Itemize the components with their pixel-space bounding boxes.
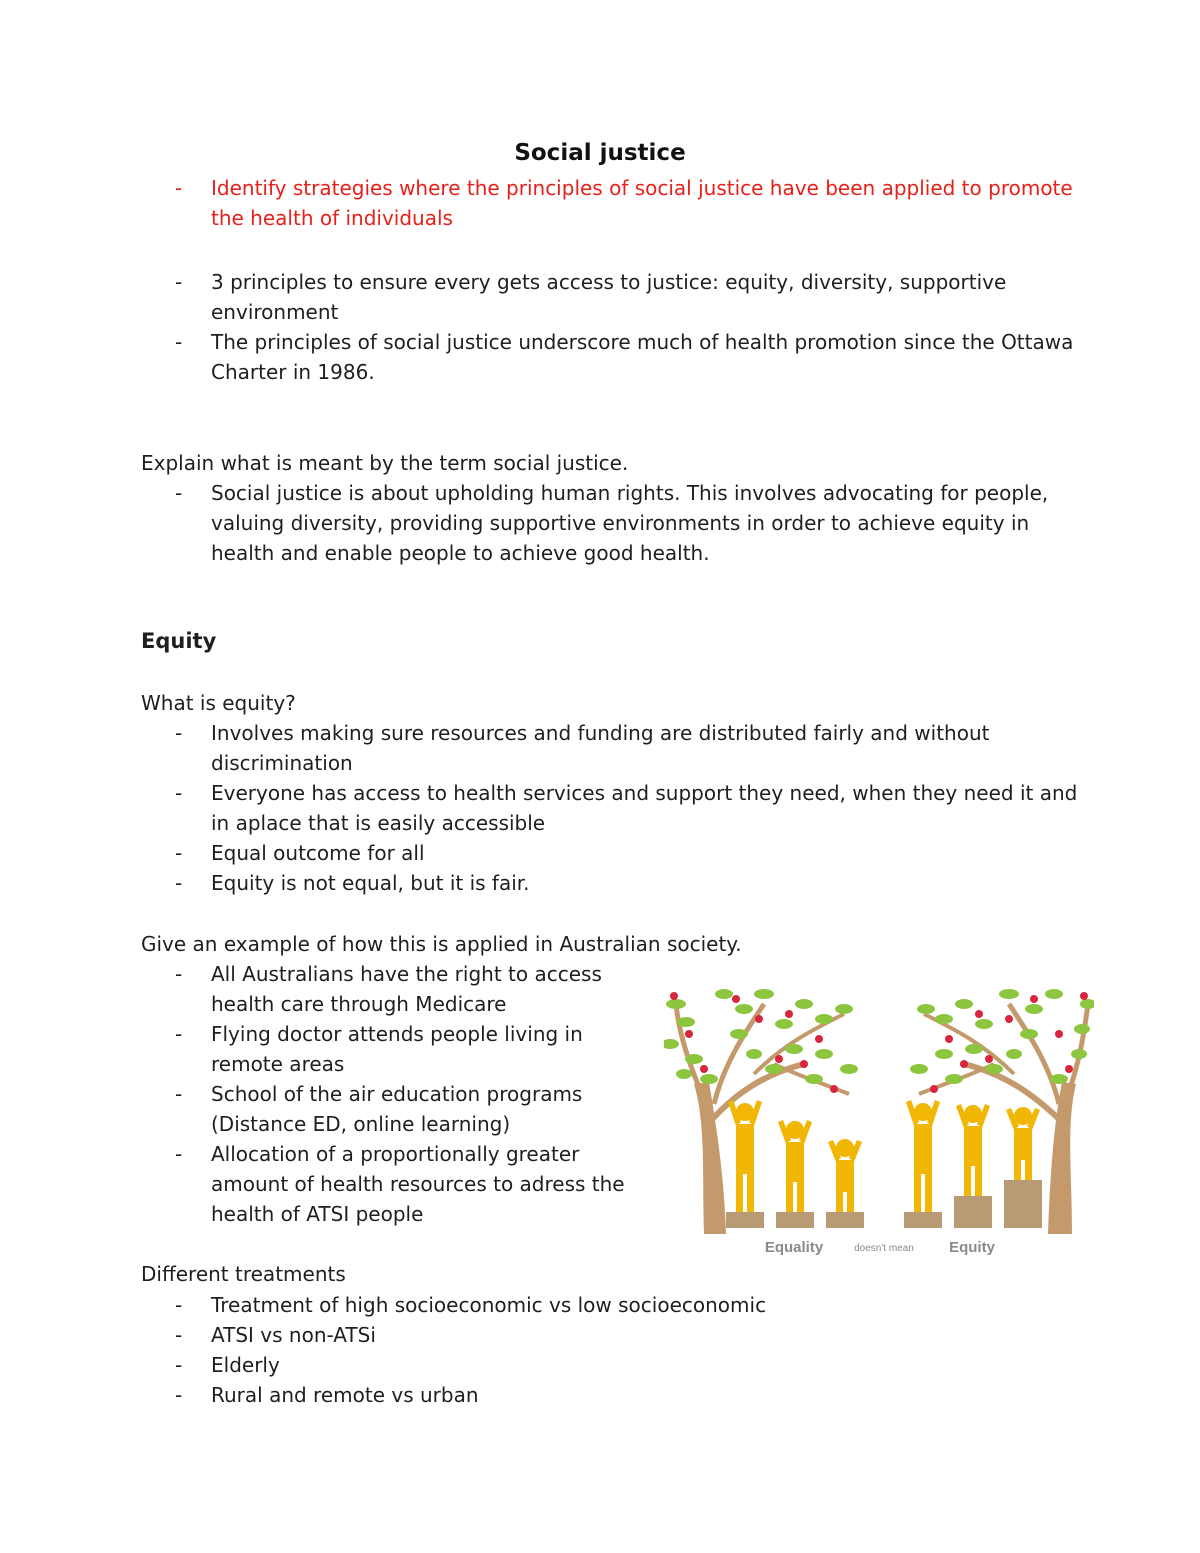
objective-list: [0, 173, 1081, 233]
equity-list: [0, 718, 1081, 898]
treatments-question: Different treatments: [141, 1262, 346, 1286]
list-item: - Treatment of high socioeconomic vs low socioeconomic: [175, 1293, 767, 1317]
list-item: - Equity is not equal, but it is fair.: [175, 871, 530, 895]
example-question: Give an example of how this is applied in Australian society.: [141, 932, 742, 956]
equity-label: Equity: [949, 1239, 995, 1256]
list-item: - All Australians have the right to access health care through Medicare: [175, 962, 602, 1016]
list-item: - ATSI vs non-ATSi: [175, 1323, 376, 1347]
list-item: - Equal outcome for all: [175, 841, 425, 865]
list-item: - Identify strategies where the principles of social justice have been applied to promote the health of individuals: [175, 176, 1073, 230]
explain-question: Explain what is meant by the term social justice.: [141, 451, 629, 475]
list-item: - Flying doctor attends people living in remote areas: [175, 1022, 583, 1076]
explain-list: [0, 478, 1081, 568]
list-item: - Involves making sure resources and funding are distributed fairly and without discrimination: [175, 721, 990, 775]
list-item: - 3 principles to ensure every gets access to justice: equity, diversity, supportive environment: [175, 270, 1007, 324]
right-tree: [910, 989, 1094, 1234]
equity-people: [904, 1100, 1042, 1228]
page-title: Social justice: [514, 140, 686, 166]
list-item: - Rural and remote vs urban: [175, 1383, 479, 1407]
left-tree: [664, 989, 858, 1234]
intro-list: [0, 267, 1081, 387]
list-item: - The principles of social justice underscore much of health promotion since the Ottawa Charter in 1986.: [175, 330, 1074, 384]
equality-label: Equality: [764, 1239, 824, 1256]
equality-equity-illustration: [664, 974, 1094, 1264]
list-item: - Elderly: [175, 1353, 280, 1377]
list-item: - Social justice is about upholding human rights. This involves advocating for people, valuing diversity, providing supportive environments in order to achieve equity in health and enable people to achieve good health.: [175, 481, 1049, 565]
list-item: - Allocation of a proportionally greater amount of health resources to adress the health of ATSI people: [175, 1142, 625, 1226]
list-item: - Everyone has access to health services and support they need, when they need it and in aplace that is easily accessible: [175, 781, 1078, 835]
example-list: [0, 959, 656, 1229]
equity-question: What is equity?: [141, 691, 296, 715]
equity-heading: Equity: [141, 629, 217, 653]
list-item: - School of the air education programs (Distance ED, online learning): [175, 1082, 583, 1136]
equality-people: [726, 1100, 864, 1228]
doesnt-mean-label: doesn't mean: [854, 1243, 914, 1254]
treatments-list: [0, 1290, 1081, 1410]
